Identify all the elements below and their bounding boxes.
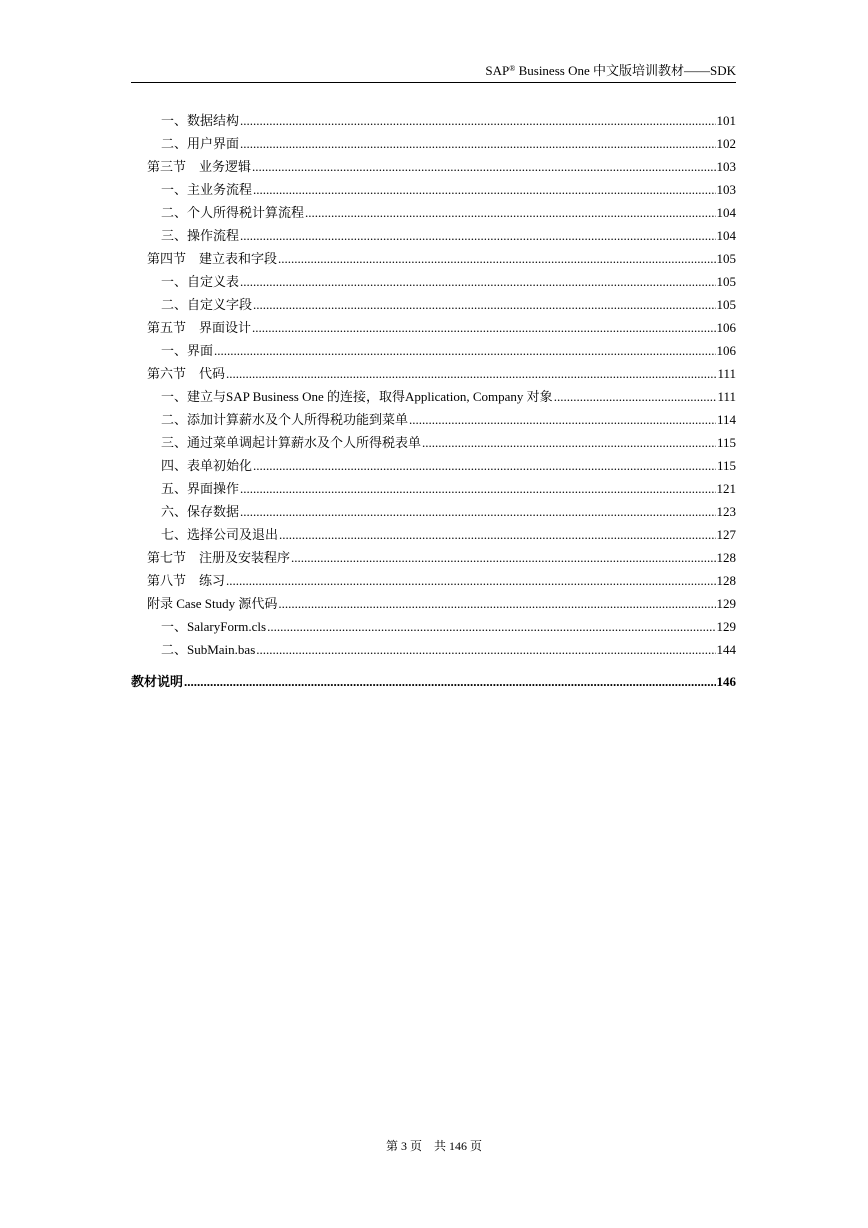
toc-entry-label: 六、保存数据 [161,504,240,519]
toc-leader-dots [240,504,715,520]
toc-entry-page: 114 [716,412,736,427]
toc-entry-page: 144 [716,642,736,657]
toc-entry-label: 第三节 业务逻辑 [147,159,252,174]
toc-leader-dots [240,481,715,497]
toc-entry[interactable] [131,612,736,635]
toc-entry-label: 第四节 建立表和字段 [147,251,278,266]
toc-entry-page: 104 [716,205,736,220]
toc-leader-dots [279,527,715,543]
toc-entry-label: 第七节 注册及安装程序 [147,550,291,565]
toc-leader-dots [240,136,715,152]
toc-entry[interactable] [131,474,736,497]
toc-entry[interactable] [131,405,736,428]
toc-entry-label: 第六节 代码 [147,366,226,381]
toc-entry-page: 105 [716,251,736,266]
toc-entry-page: 106 [716,320,736,335]
toc-entry-page: 105 [716,297,736,312]
toc-section-entry[interactable] [131,566,736,589]
toc-entry-label: 七、选择公司及退出 [161,527,279,542]
toc-leader-dots [422,435,716,451]
toc-chapter-entry[interactable] [131,667,736,690]
toc-leader-dots [253,297,715,313]
toc-entry[interactable] [131,497,736,520]
toc-entry-page: 129 [716,596,736,611]
toc-entry-label: 第八节 练习 [147,573,226,588]
toc-entry-page: 128 [716,550,736,565]
toc-entry-page: 111 [717,389,736,404]
toc-entry-page: 129 [716,619,736,634]
toc-entry-page: 115 [716,458,736,473]
toc-entry[interactable] [131,428,736,451]
toc-entry[interactable] [131,382,736,405]
toc-entry-page: 106 [716,343,736,358]
toc-section-entry[interactable] [131,589,736,612]
toc-entry-label: 一、数据结构 [161,113,240,128]
toc-leader-dots [256,642,715,658]
toc-leader-dots [252,320,715,336]
toc-entry-page: 101 [716,113,736,128]
toc-entry-page: 146 [716,674,736,689]
toc-leader-dots [226,573,715,589]
toc-entry-label: 一、主业务流程 [161,182,253,197]
toc-entry-label: 教材说明 [131,674,184,689]
header-title-suffix: Business One 中文版培训教材——SDK [515,63,736,78]
toc-leader-dots [554,389,717,405]
toc-entry[interactable] [131,129,736,152]
toc-spacer [131,658,736,667]
toc-leader-dots [252,159,715,175]
toc-leader-dots [214,343,715,359]
toc-entry-label: 附录 Case Study 源代码 [147,596,278,611]
toc-section-entry[interactable] [131,244,736,267]
toc-entry-page: 127 [716,527,736,542]
toc-entry-page: 102 [716,136,736,151]
toc-entry[interactable] [131,198,736,221]
toc-entry-page: 104 [716,228,736,243]
toc-section-entry[interactable] [131,543,736,566]
page-footer: 第 3 页 共 146 页 [385,1139,482,1153]
toc-section-entry[interactable] [131,313,736,336]
table-of-contents [131,106,736,690]
toc-entry-page: 105 [716,274,736,289]
toc-entry-page: 121 [716,481,736,496]
toc-entry-label: 一、界面 [161,343,214,358]
page-header [131,62,736,83]
toc-leader-dots [240,274,715,290]
header-title-prefix: SAP [485,63,510,78]
toc-entry-page: 123 [716,504,736,519]
toc-entry-label: 一、建立与SAP Business One 的连接，取得Application, Company 对象 [161,389,553,404]
registered-mark: ® [509,64,516,73]
toc-entry-label: 二、添加计算薪水及个人所得税功能到菜单 [161,412,409,427]
toc-entry[interactable] [131,221,736,244]
toc-entry-page: 103 [716,159,736,174]
toc-entry-page: 111 [717,366,736,381]
toc-entry-label: 二、SubMain.bas [161,642,256,657]
toc-leader-dots [226,366,716,382]
toc-leader-dots [240,228,715,244]
toc-leader-dots [267,619,715,635]
toc-entry[interactable] [131,106,736,129]
toc-entry-label: 四、表单初始化 [161,458,253,473]
toc-entry-page: 115 [716,435,736,450]
toc-leader-dots [409,412,716,428]
toc-section-entry[interactable] [131,359,736,382]
toc-entry-label: 五、界面操作 [161,481,240,496]
toc-leader-dots [253,458,716,474]
toc-entry-label: 第五节 界面设计 [147,320,252,335]
toc-entry[interactable] [131,520,736,543]
toc-entry[interactable] [131,336,736,359]
toc-entry-label: 二、个人所得税计算流程 [161,205,305,220]
toc-leader-dots [305,205,715,221]
toc-entry-label: 一、自定义表 [161,274,240,289]
toc-leader-dots [253,182,715,198]
toc-entry[interactable] [131,175,736,198]
toc-entry-label: 三、通过菜单调起计算薪水及个人所得税表单 [161,435,422,450]
toc-entry[interactable] [131,635,736,658]
toc-entry-label: 一、SalaryForm.cls [161,619,267,634]
toc-section-entry[interactable] [131,152,736,175]
toc-leader-dots [291,550,715,566]
toc-entry[interactable] [131,267,736,290]
toc-entry-page: 128 [716,573,736,588]
toc-leader-dots [240,113,715,129]
toc-entry-page: 103 [716,182,736,197]
toc-entry[interactable] [131,451,736,474]
toc-leader-dots [278,596,715,612]
toc-leader-dots [278,251,715,267]
toc-entry-label: 三、操作流程 [161,228,240,243]
toc-entry-label: 二、用户界面 [161,136,240,151]
toc-leader-dots [184,674,715,690]
toc-entry-label: 二、自定义字段 [161,297,253,312]
toc-entry[interactable] [131,290,736,313]
